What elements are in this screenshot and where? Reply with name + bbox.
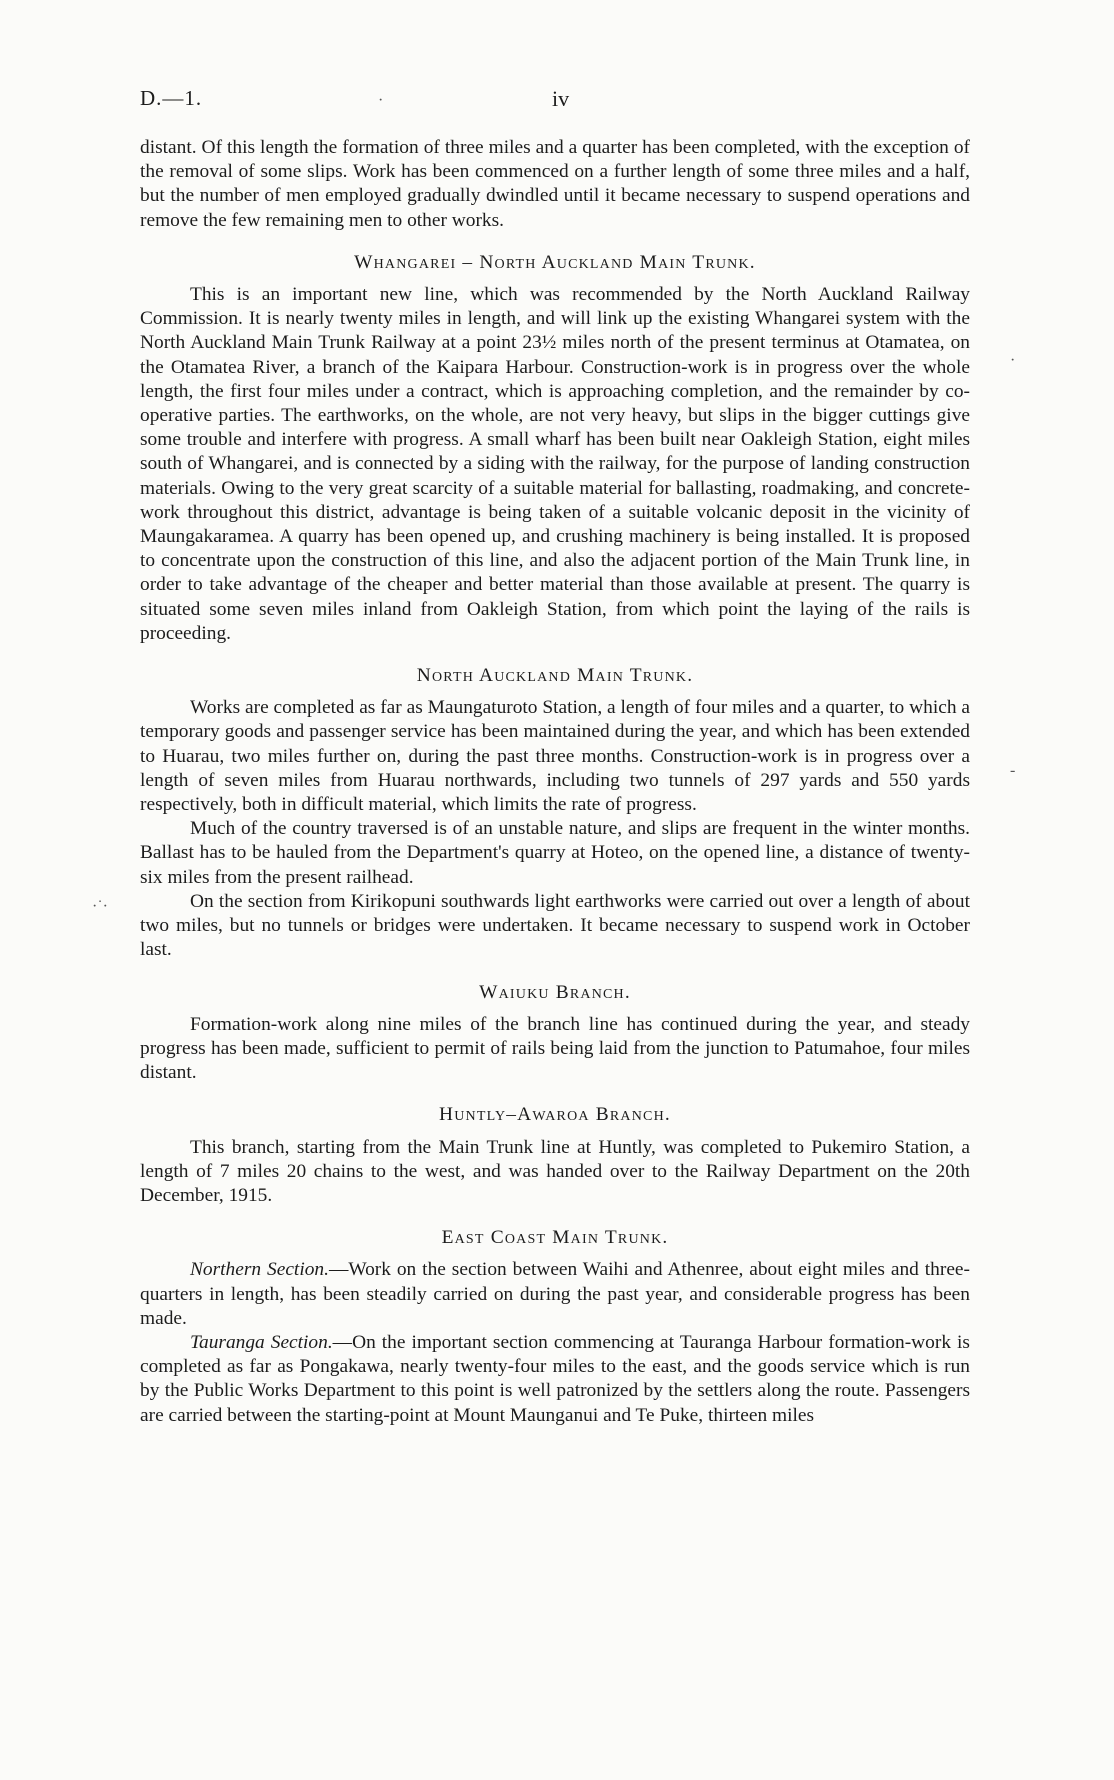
section-heading-north-auckland: North Auckland Main Trunk. (416, 665, 694, 687)
subsection-text: —On the important section commencing at Tauranga Harbour formation-work is completed as far as Pongakawa, nearly twenty-four miles to the east, and the goods service which is run by the Public Works Department to this point is well patronized by the settlers along the route. Passengers are carried between the starting-point at Mount Maunganui and Te Puke, thirteen miles (140, 1331, 970, 1426)
document-body (140, 136, 970, 1428)
paragraph: This branch, starting from the Main Trunk line at Huntly, was completed to Pukemiro Station, a length of 7 miles 20 chains to the west, and was handed over to the Railway Department on the 20th December, 1915. (140, 1136, 970, 1206)
paragraph: On the section from Kirikopuni southwards light earthworks were carried out over a length of about two miles, but no tunnels or bridges were undertaken. It became necessary to suspend work in October last. (140, 890, 970, 961)
section-heading-waiuku: Waiuku Branch. (479, 981, 631, 1003)
scan-speck: ·˙· (92, 898, 108, 915)
scan-speck: · (1010, 352, 1016, 369)
scan-speck: - (1010, 762, 1016, 779)
section-heading-whangarei: Whangarei – North Auckland Main Trunk. (354, 251, 756, 273)
subsection-lead: Northern Section. (190, 1259, 329, 1281)
paragraph: Works are completed as far as Maungaturoto Station, a length of four miles and a quarter, to which a temporary goods and passenger service has been maintained during the year, and which has been extended to Huarau, two miles further on, during the past three months. Construction-work is in progress over a length of seven miles from Huarau northwards, including two tunnels of 297 yards and 550 yards respectively, both in difficult material, which limits the rate of progress. (140, 697, 970, 816)
paragraph-northern-section (140, 1258, 970, 1331)
section-heading-huntly-awaroa: Huntly–Awaroa Branch. (439, 1104, 671, 1126)
paragraph-tauranga-section (140, 1331, 970, 1428)
page-number: iv (552, 86, 570, 111)
paragraph: Much of the country traversed is of an unstable nature, and slips are frequent in the winter months. Ballast has to be hauled from the Department's quarry at Hoteo, on the opened line, a distance of twenty-six miles from the present railhead. (140, 818, 970, 888)
paragraph: This is an important new line, which was recommended by the North Auckland Railway Commission. It is nearly twenty miles in length, and will link up the existing Whangarei system with the North Auckland Main Trunk Railway at a point 23½ miles north of the present terminus at Otamatea, on the Otamatea River, a branch of the Kaipara Harbour. Construction-work is in progress over the whole length, the first four miles under a contract, which is approaching completion, and the remainder by co-operative parties. The earthworks, on the whole, are not very heavy, but slips in the bigger cuttings give some trouble and interfere with progress. A small wharf has been built near Oakleigh Station, eight miles south of Whangarei, and is connected by a siding with the railway, for the purpose of landing construction materials. Owing to the very great scarcity of a suitable material for ballasting, roadmaking, and concrete-work throughout this district, advantage is being taken of a suitable volcanic deposit in the vicinity of Maungakaramea. A quarry has been opened up, and crushing machinery is being installed. It is proposed to concentrate upon the construction of this line, and also the adjacent portion of the Main Trunk line, in order to take advantage of the cheaper and better material than those available at present. The quarry is situated some seven miles inland from Oakleigh Station, from which point the laying of the rails is proceeding. (140, 284, 970, 644)
page-header (140, 86, 970, 120)
subsection-text: —Work on the section between Waihi and Athenree, about eight miles and three-quarters in length, has been steadily carried on during the past year, and considerable progress has been made. (140, 1259, 971, 1329)
subsection-lead: Tauranga Section. (190, 1331, 333, 1353)
section-heading-east-coast: East Coast Main Trunk. (441, 1227, 669, 1249)
scan-speck: · (378, 92, 384, 109)
document-reference: D.—1. (140, 86, 203, 110)
intro-paragraph: distant. Of this length the formation of three miles and a quarter has been completed, with the exception of the removal of some slips. Work has been commenced on a further length of some three miles and a half, but the number of men employed gradually dwindled until it became necessary to suspend operations and remove the few remaining men to other works. (140, 137, 970, 231)
paragraph: Formation-work along nine miles of the branch line has continued during the year, and steady progress has been made, sufficient to permit of rails being laid from the junction to Patumahoe, four miles distant. (140, 1013, 970, 1084)
